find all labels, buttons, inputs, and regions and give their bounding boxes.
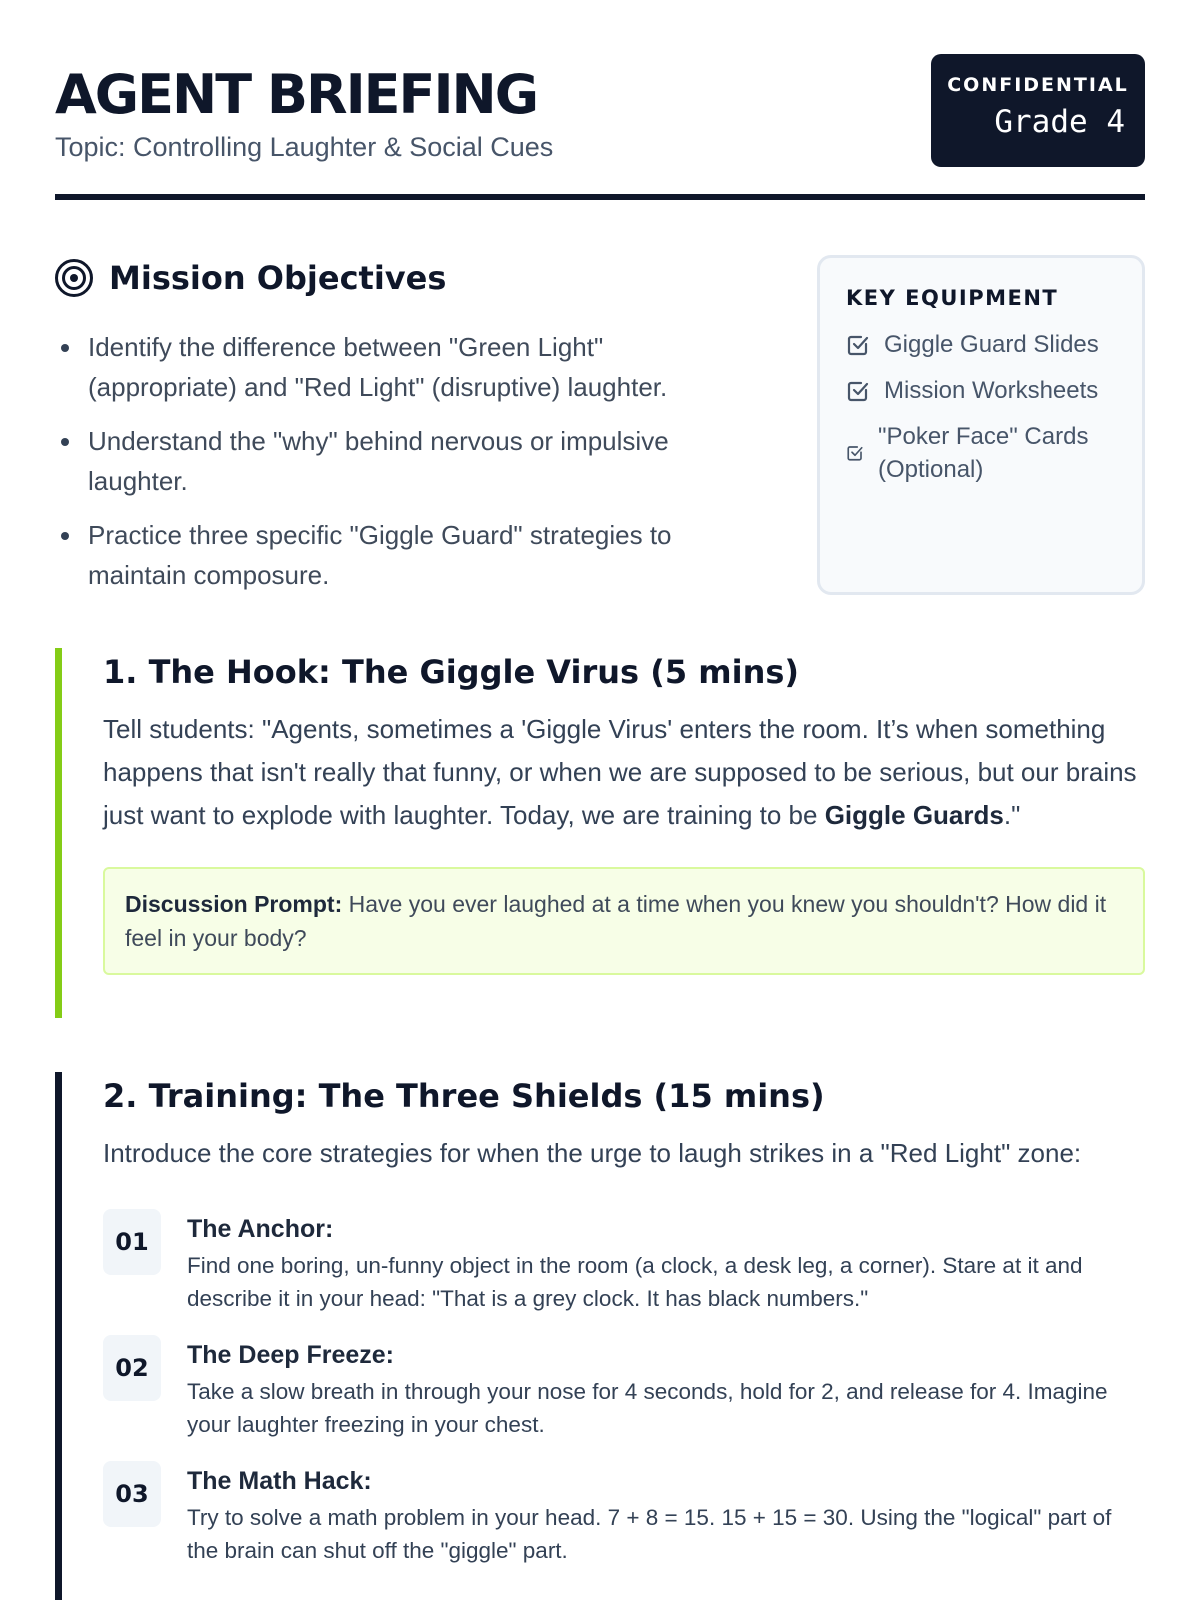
step-number: 01 (103, 1209, 161, 1275)
step-content (187, 1209, 1145, 1315)
bullet-icon (61, 344, 69, 352)
strategy-step (103, 1335, 1145, 1441)
strategy-step (103, 1209, 1145, 1315)
checkbox-icon (846, 379, 870, 403)
bullet-icon (61, 532, 69, 540)
step-number: 02 (103, 1335, 161, 1401)
section-intro: Introduce the core strategies for when the urge to laugh strikes in a "Red Light" zone: (103, 1138, 1082, 1168)
target-icon (55, 259, 93, 297)
mission-objectives (55, 255, 755, 609)
equipment-item (846, 328, 1116, 361)
objective-text: Identify the difference between "Green Light" (appropriate) and "Red Light" (disruptive) laughter. (88, 332, 668, 402)
page-header (55, 0, 1145, 200)
page-subtitle: Topic: Controlling Laughter & Social Cues (55, 132, 554, 162)
strategy-step (103, 1461, 1145, 1567)
equipment-item (846, 420, 1116, 486)
step-content (187, 1335, 1145, 1441)
objectives-list (55, 327, 755, 595)
confidential-badge (931, 54, 1145, 167)
equipment-label: Mission Worksheets (884, 377, 1099, 404)
list-item (55, 327, 755, 407)
checkbox-icon (846, 333, 870, 357)
discussion-prompt (103, 867, 1145, 975)
equipment-label: Giggle Guard Slides (884, 331, 1099, 358)
badge-label: CONFIDENTIAL (947, 74, 1129, 96)
equipment-title: KEY EQUIPMENT (846, 286, 1059, 310)
prompt-label: Discussion Prompt: (125, 891, 343, 917)
list-item (55, 515, 755, 595)
equipment-item (846, 374, 1116, 407)
step-content (187, 1461, 1145, 1567)
step-description: Try to solve a math problem in your head. 7 + 8 = 15. 15 + 15 = 30. Using the "logical" part of the brain can shut off the "giggle" part. (187, 1505, 1112, 1563)
body-text-end: ." (1003, 800, 1021, 830)
objective-text: Understand the "why" behind nervous or impulsive laughter. (88, 426, 669, 496)
section-title: 2. Training: The Three Shields (15 mins) (103, 1077, 825, 1115)
body-emphasis: Giggle Guards (824, 800, 1004, 830)
objective-text: Practice three specific "Giggle Guard" strategies to maintain composure. (88, 520, 672, 590)
step-title: The Math Hack: (187, 1467, 372, 1495)
grade-label: Grade 4 (994, 104, 1125, 140)
step-description: Find one boring, un-funny object in the room (a clock, a desk leg, a corner). Stare at it and describe it in your head: "That is a grey clock. It has black numbers." (187, 1253, 1083, 1311)
section-title: 1. The Hook: The Giggle Virus (5 mins) (103, 653, 800, 691)
section-hook (55, 648, 1145, 1018)
section-training (55, 1072, 1145, 1600)
page-title: AGENT BRIEFING (55, 63, 538, 126)
step-number: 03 (103, 1461, 161, 1527)
bullet-icon (61, 438, 69, 446)
checkbox-icon (846, 444, 864, 462)
strategy-steps (103, 1209, 1145, 1567)
section-body (103, 708, 1145, 837)
key-equipment-card (817, 255, 1145, 595)
list-item (55, 421, 755, 501)
prompt-text: Have you ever laughed at a time when you knew you shouldn't? How did it feel in your body? (125, 891, 1107, 951)
objectives-title: Mission Objectives (109, 259, 447, 297)
step-title: The Deep Freeze: (187, 1341, 395, 1369)
step-title: The Anchor: (187, 1215, 334, 1243)
objectives-heading (55, 255, 755, 301)
step-description: Take a slow breath in through your nose for 4 seconds, hold for 2, and release for 4. Imagine your laughter freezing in your chest. (187, 1379, 1108, 1437)
equipment-label: "Poker Face" Cards (Optional) (878, 423, 1089, 483)
body-text: Tell students: "Agents, sometimes a 'Giggle Virus' enters the room. It’s when something happens that isn't really that funny, or when we are supposed to be serious, but our brains just want to explode with laughter. Today, we are training to be (103, 714, 1137, 830)
